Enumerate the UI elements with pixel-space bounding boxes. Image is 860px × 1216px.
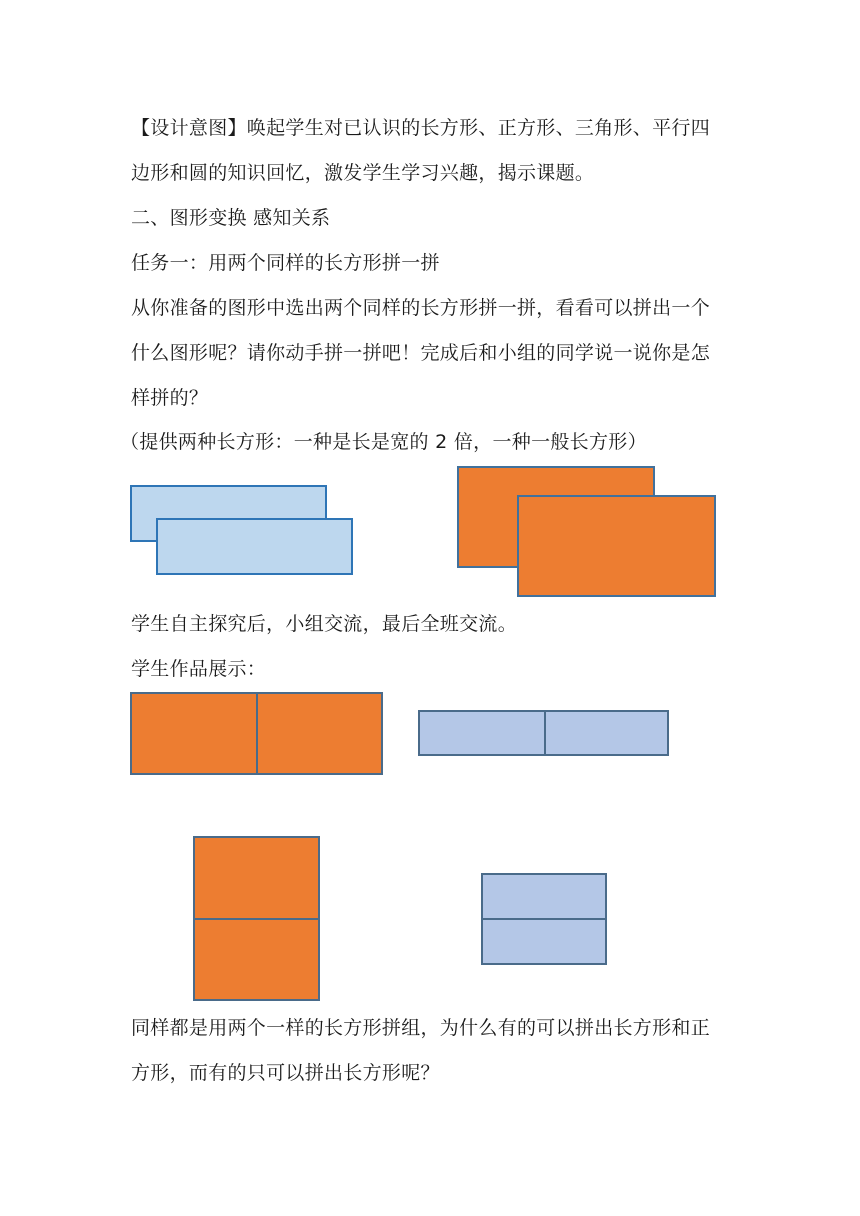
orange-combined-horizontal xyxy=(130,692,383,775)
showcase-label: 学生作品展示： xyxy=(131,658,267,680)
blue-combined-square xyxy=(481,873,607,965)
task-heading: 任务一：用两个同样的长方形拼一拼 xyxy=(131,252,440,274)
note-line: （提供两种长方形：一种是长是宽的 2 倍，一种一般长方形） xyxy=(120,431,647,453)
design-intent-line-2: 边形和圆的知识回忆，激发学生学习兴趣，揭示课题。 xyxy=(131,162,595,184)
design-intent-line-1: 【设计意图】唤起学生对已认识的长方形、正方形、三角形、平行四 xyxy=(131,117,711,139)
task-text-line-2: 什么图形呢？请你动手拼一拼吧！完成后和小组的同学说一说你是怎 xyxy=(131,342,711,364)
seam-line xyxy=(544,712,546,754)
explore-line: 学生自主探究后，小组交流，最后全班交流。 xyxy=(131,613,518,635)
seam-line xyxy=(256,694,258,773)
question-line-2: 方形，而有的只可以拼出长方形呢？ xyxy=(131,1062,440,1084)
orange-rectangle-front xyxy=(517,495,716,597)
orange-combined-vertical xyxy=(193,836,320,1001)
seam-line xyxy=(483,918,605,920)
question-line-1: 同样都是用两个一样的长方形拼组，为什么有的可以拼出长方形和正 xyxy=(131,1017,711,1039)
section-heading: 二、图形变换 感知关系 xyxy=(131,207,331,229)
light-blue-rectangle-front xyxy=(156,518,353,575)
blue-combined-horizontal xyxy=(418,710,669,756)
task-text-line-1: 从你准备的图形中选出两个同样的长方形拼一拼，看看可以拼出一个 xyxy=(131,297,711,319)
seam-line xyxy=(195,918,318,920)
task-text-line-3: 样拼的？ xyxy=(131,387,209,409)
